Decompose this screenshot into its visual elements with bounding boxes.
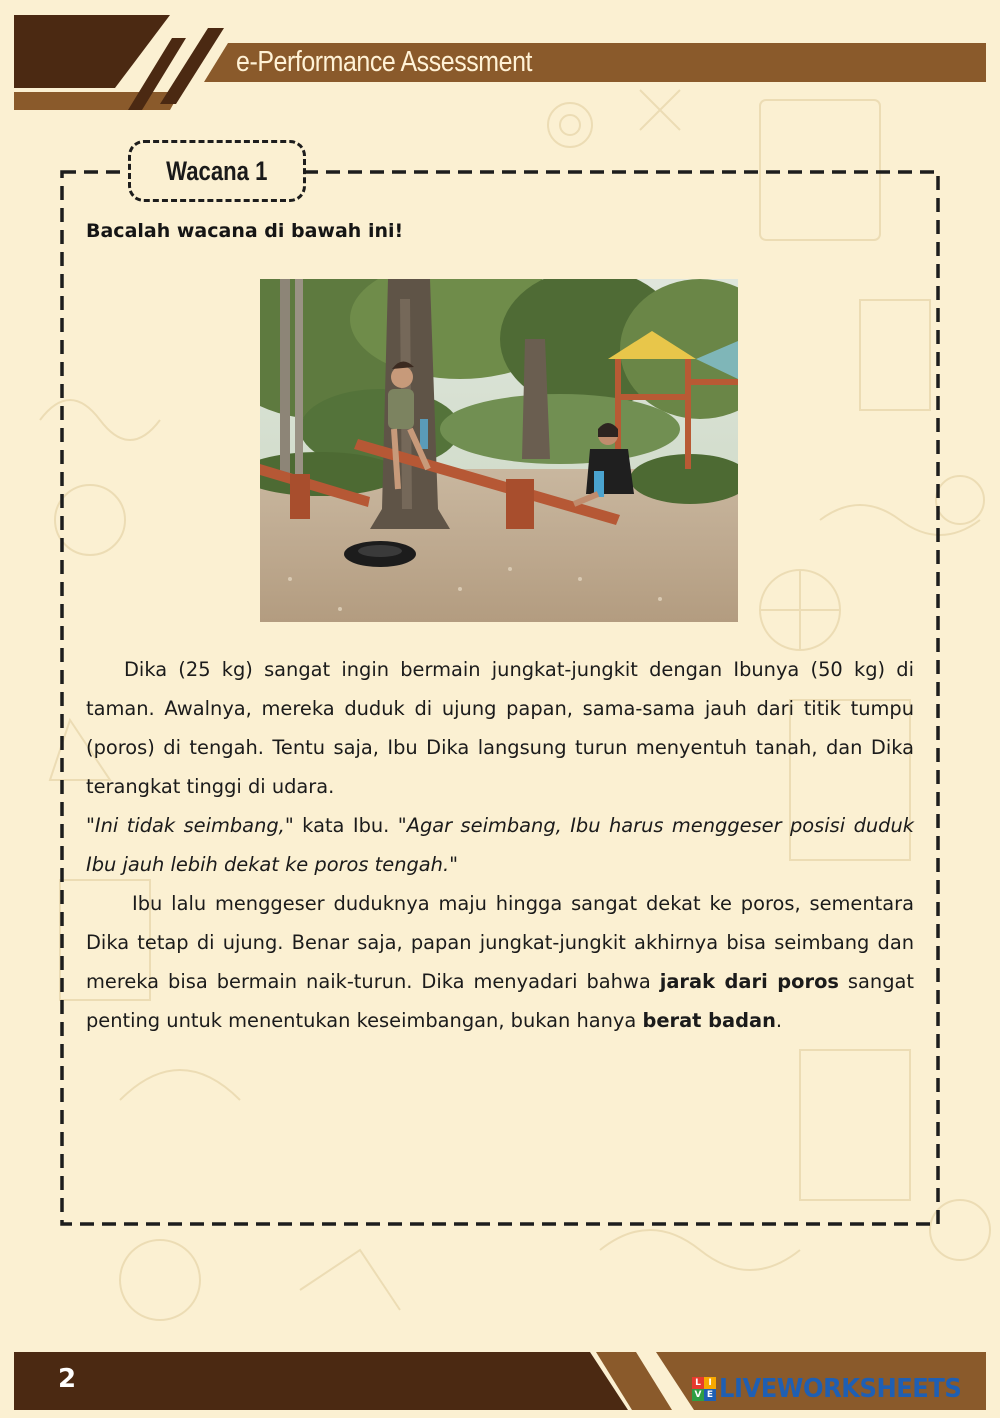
key-term-distance: jarak dari poros xyxy=(659,970,839,993)
section-tab xyxy=(128,140,306,202)
section-tab-label: Wacana 1 xyxy=(166,156,268,186)
speech-tag: " kata Ibu. " xyxy=(284,814,407,837)
instruction-text: Bacalah wacana di bawah ini! xyxy=(86,220,404,242)
logo-letter-i: I xyxy=(704,1377,716,1389)
reading-passage xyxy=(86,650,914,1040)
quote-close: " xyxy=(449,853,459,876)
liveworksheets-logo[interactable] xyxy=(692,1372,980,1406)
paragraph-3 xyxy=(86,884,914,1040)
logo-letter-v: V xyxy=(692,1389,704,1401)
page-header xyxy=(0,0,1000,120)
paragraph-3-start: Ibu lalu menggeser duduknya maju hingga sangat dekat ke poros, sementara Dika tetap di ujung. Benar saja, papan jungkat-jungkit akhirnya bisa seimbang dan mereka bisa bermain naik-turun. Dika menyadari bahwa xyxy=(86,892,914,993)
quote-1: Ini tidak seimbang, xyxy=(94,814,285,837)
key-term-weight: berat badan xyxy=(642,1009,776,1032)
paragraph-3-end: . xyxy=(775,1009,783,1032)
liveworksheets-brand-text: LIVEWORKSHEETS xyxy=(719,1374,962,1404)
paragraph-2 xyxy=(86,806,914,884)
quote-open: " xyxy=(86,814,95,837)
logo-letter-l: L xyxy=(692,1377,704,1389)
paragraph-3-mid: sangat penting untuk menentukan keseimbangan, bukan hanya xyxy=(86,970,914,1032)
seesaw-photo xyxy=(260,279,738,622)
quote-2: Agar seimbang, Ibu harus menggeser posisi duduk Ibu jauh lebih dekat ke poros tengah. xyxy=(86,814,914,876)
logo-letter-e: E xyxy=(704,1389,716,1401)
paragraph-1: Dika (25 kg) sangat ingin bermain jungkat-jungkit dengan Ibunya (50 kg) di taman. Awalnya, mereka duduk di ujung papan, sama-sama jauh dari titik tumpu (poros) di tengah. Tentu saja, Ibu Dika langsung turun menyentuh tanah, dan Dika terangkat tinggi di udara. xyxy=(86,658,914,798)
header-title: e-Performance Assessment xyxy=(236,46,533,78)
liveworksheets-logo-icon xyxy=(692,1377,716,1401)
page-number: 2 xyxy=(58,1364,77,1394)
